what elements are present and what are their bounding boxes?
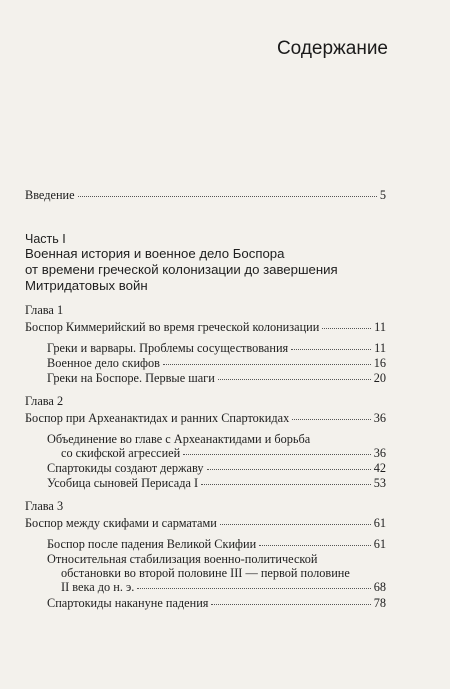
toc-entry-chapter[interactable] bbox=[25, 411, 386, 425]
toc-entry-page: 16 bbox=[373, 356, 386, 370]
toc-entry-page: 42 bbox=[373, 461, 386, 475]
toc-entry-section[interactable] bbox=[47, 461, 386, 475]
toc-entry-title: Греки и варвары. Проблемы сосуществования bbox=[47, 341, 289, 355]
toc-entry-page: 20 bbox=[373, 371, 386, 385]
leader-dots bbox=[211, 603, 370, 605]
toc-entry-page: 11 bbox=[374, 320, 386, 334]
toc-entry-section[interactable] bbox=[47, 596, 386, 610]
toc-entry-title: Боспор после падения Великой Скифии bbox=[47, 537, 257, 551]
toc-entry-page: 78 bbox=[373, 596, 386, 610]
toc-entry-title: Спартокиды накануне падения bbox=[47, 596, 209, 610]
toc-entry-page: 68 bbox=[373, 580, 386, 594]
toc-entry-chapter[interactable] bbox=[25, 320, 386, 334]
toc-entry-chapter[interactable] bbox=[25, 516, 386, 530]
chapter-label: Глава 1 bbox=[25, 303, 64, 317]
toc-entry-title-line: Относительная стабилизация военно-политической bbox=[47, 552, 318, 566]
toc-entry-section[interactable] bbox=[47, 537, 386, 551]
toc-entry-title-line: II века до н. э. bbox=[61, 580, 135, 594]
toc-entry-page: 36 bbox=[373, 411, 386, 425]
toc-entry-title: Спартокиды создают державу bbox=[47, 461, 204, 475]
toc-entry-title: Усобица сыновей Перисада I bbox=[47, 476, 199, 490]
leader-dots bbox=[259, 544, 371, 546]
toc-entry-section[interactable] bbox=[47, 432, 386, 460]
leader-dots bbox=[137, 587, 370, 589]
toc-entry-title: Военное дело скифов bbox=[47, 356, 160, 370]
toc-entry-page: 61 bbox=[373, 537, 386, 551]
leader-dots bbox=[163, 363, 371, 365]
toc-entry-page: 53 bbox=[373, 476, 386, 490]
toc-entry-title: Боспор при Археанактидах и ранних Спартокидах bbox=[25, 411, 290, 425]
part-title-line: от времени греческой колонизации до завершения bbox=[25, 262, 338, 277]
leader-dots bbox=[292, 418, 370, 420]
chapter-label: Глава 3 bbox=[25, 499, 64, 513]
part-label: Часть I bbox=[25, 232, 66, 246]
toc-entry-title-line: обстановки во второй половине III — первой половине bbox=[61, 566, 350, 580]
toc-entry-title: Боспор между скифами и сарматами bbox=[25, 516, 217, 530]
toc-entry-page: 36 bbox=[373, 446, 386, 460]
toc-entry-title-line: Объединение во главе с Археанактидами и борьба bbox=[47, 432, 311, 446]
page-title: Содержание bbox=[276, 38, 388, 59]
toc-entry-section[interactable] bbox=[47, 341, 386, 355]
toc-entry-section[interactable] bbox=[47, 476, 386, 490]
toc-entry-title-line: со скифской агрессией bbox=[61, 446, 181, 460]
leader-dots bbox=[201, 483, 371, 485]
toc-entry-section[interactable] bbox=[47, 552, 386, 594]
leader-dots bbox=[183, 453, 370, 455]
part-title-line: Митридатовых войн bbox=[25, 278, 148, 293]
toc-entry-page: 5 bbox=[379, 188, 386, 202]
chapter-label: Глава 2 bbox=[25, 394, 64, 408]
toc-entry-title: Греки на Боспоре. Первые шаги bbox=[47, 371, 215, 385]
toc-entry-intro[interactable] bbox=[25, 188, 386, 202]
leader-dots bbox=[220, 523, 371, 525]
toc-entry-page: 61 bbox=[373, 516, 386, 530]
toc-entry-section[interactable] bbox=[47, 371, 386, 385]
leader-dots bbox=[78, 195, 377, 197]
leader-dots bbox=[291, 348, 371, 350]
toc-entry-title: Боспор Киммерийский во время греческой колонизации bbox=[25, 320, 320, 334]
toc-entry-title: Введение bbox=[25, 188, 75, 202]
part-title bbox=[25, 246, 338, 294]
leader-dots bbox=[322, 327, 371, 329]
toc-entry-section[interactable] bbox=[47, 356, 386, 370]
toc-entry-page: 11 bbox=[374, 341, 386, 355]
leader-dots bbox=[218, 378, 371, 380]
leader-dots bbox=[207, 468, 371, 470]
part-title-line: Военная история и военное дело Боспора bbox=[25, 246, 285, 261]
